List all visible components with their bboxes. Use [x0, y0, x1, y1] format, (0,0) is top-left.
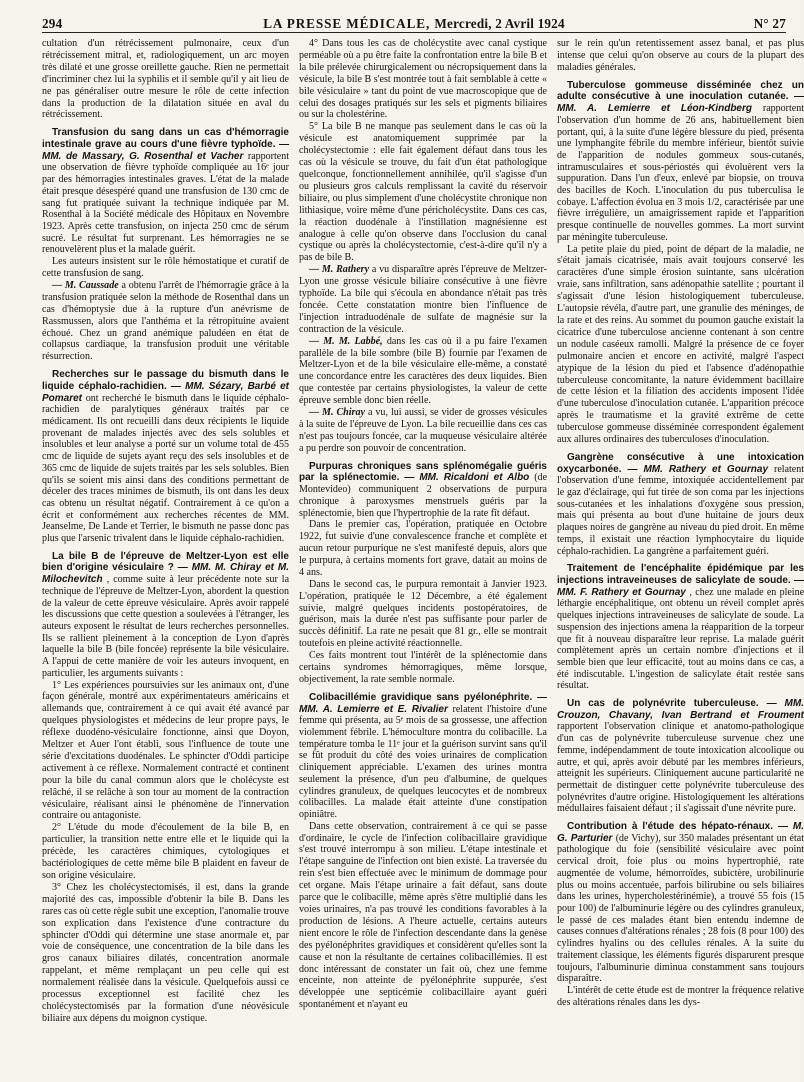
paragraph: Dans cette observation, contrairement à ce qui se passe d'ordinaire, le cycle de l'infection colibacillaire gravidique s'est trouvé interrompu à son milieu. L'étape intestinale et l'étape sanguine de l'infection ont bien existé. La traversée du rein s'est bien effectuée avec le minimum de dommage pour cet organe. Mais l'étape urinaire a fait défaut, sans doute parce que le colibacille, même après s'être multiplié dans les voies urinaires, n'a pas trouvé les conditions favorables à la production de lésions. A l'heure actuelle, certains auteurs nient encore le rôle de l'infection descendante dans la genèse des pyélonéphrites gravidiques et considèrent qu'elles sont la cause et non la résultante de certaines colibacillémies. Il est donc intéressant de constater un fait où, chez une femme enceinte, non atteinte de pyélonéphrite suppurée, s'est développée une septicémie colibacillaire ayant guéri spontanément et n'ayant eu: [299, 820, 547, 1011]
section-text: (de Montevideo) communiquent 2 observations de purpura chronique à paroxysmes menstruels guéris par la splénectomie, bien que l'hypertrophie de la rate fît défaut.: [299, 472, 548, 519]
paragraph: sur le rein qu'un retentissement assez banal, et pas plus intense que celui qu'on observe au cours de la plupart des maladies générales.: [557, 38, 804, 73]
section-authors: M. G. Parturier: [557, 821, 804, 844]
section-authors: MM. Crouzon, Chavany, Ivan Bertrand et Froument: [557, 698, 804, 721]
paragraph: Ces faits montrent tout l'intérêt de la splénectomie dans certains syndromes hémorragiques, même lorsque, objectivement, la rate semble normale.: [299, 650, 547, 686]
section-heading: [42, 127, 289, 256]
section-title: La bile B de l'épreuve de Meltzer-Lyon est elle bien d'origine vésiculaire ? —: [42, 550, 289, 574]
paragraph-author: — M. Chiray: [309, 407, 365, 419]
paragraph: 3° Chez les cholécystectomisés, il est, dans la grande majorité des cas, impossible d'obtenir la bile B. Dans les rares cas où cette règle subit une exception, l'anomalie trouve son explication dans l'existence d'une contracture du sphincter d'Oddi qui détermine une stase anormale et, par voie de conséquence, une concentration de la bile dans les gros canaux biliaires dilatés, concentration anormale rappelant, et même remplaçant un peu celle qui est normalement réalisée dans la vésicule. Quelquefois aussi ce processus exceptionnel est facilité chez les cholécystectomisés par la formation d'une néovésicule biliaire aux dépens du moignon cystique.: [42, 881, 289, 1024]
paragraph: La petite plaie du pied, point de départ de la maladie, ne s'était jamais cicatrisée, mais avait toujours conservé les caractères d'une simple érosion suintante, sans ulcération vraie, sans infiltration, sans adénopathie satellite ; pourtant il s'agissait d'une lésion histologiquement tuberculeuse. L'autopsie révéla, d'autre part, une granulie des méninges, de la rate et des reins. Au sommet du poumon gauche existait la cicatrice d'une tuberculose ancienne contenant à son centre un nodule caséeux ramolli. Malgré la présence de ce foyer pulmonaire ancien et encore en activité, malgré l'aspect atypique de la lésion du pied et l'absence d'adénopathie tuberculeuse concomitante, la nature évidemment bacillaire de cette lésion et la filiation des accidents imposent l'idée d'une tuberculose d'inoculation cutanée. L'apparition précoce après le traumatisme et la gravité extrême de cette tuberculose gommeuse disséminée correspondent également aux allures ordinaires des tuberculoses d'inoculation.: [557, 243, 804, 446]
paragraph: Dans le premier cas, l'opération, pratiquée en Octobre 1922, fut suivie d'une convalescence franche et complète et aucun retour purpurique ne s'est manifesté depuis, alors que le purpura, à certains moments fort grave, datait au moins de 4 ans.: [299, 519, 547, 578]
paragraph: [299, 264, 547, 335]
section-title: Purpuras chroniques sans splénomégalie guéris par la splénectomie. —: [299, 460, 547, 484]
paragraph-text: a vu disparaître après l'épreuve de Meltzer-Lyon une grosse vésicule biliaire consécutive à une fièvre typhoïde. La bile qui s'écoula en abondance n'était pas très foncée. Cette constatation montre bien l'influence de l'injection intraduodénale de sulfate de magnésie sur la contraction de la vésicule.: [299, 264, 548, 335]
paragraph: Dans le second cas, le purpura remontait à Janvier 1923. L'opération, pratiquée le 12 Décembre, a été également suivie, malgré quelques incidents postopératoires, de guérison, mais la durée n'est pas suffisante pour parler de succès définitif. La rate ne pesait que 81 gr., elle se montrait toutefois en pleine activité réactionnelle.: [299, 578, 547, 650]
paragraph: Les auteurs insistent sur le rôle hémostatique et curatif de cette transfusion de sang.: [42, 256, 289, 279]
paragraph-author: — M. M. Labbé,: [309, 335, 383, 347]
section-authors: MM. F. Rathery et Gournay: [557, 586, 686, 598]
section-authors: MM. M. Chiray et M. Milochevitch: [42, 562, 289, 586]
section-authors: MM. Rathery et Gournay: [643, 463, 769, 475]
paragraph: 2° L'étude du mode d'écoulement de la bile B, en particulier, la transition nette entre elle et le liquide qui la précède, les caractères chimiques, cytologiques et bactériologiques de cette même bile B plaident en faveur de son origine vésiculaire.: [42, 822, 289, 882]
section-title: Colibacillémie gravidique sans pyélonéphrite. —: [309, 691, 547, 703]
section-authors: MM. de Massary, G. Rosenthal et Vacher: [42, 150, 244, 162]
section-title: Recherches sur le passage du bismuth dans le liquide céphalo-rachidien. —: [42, 369, 289, 392]
section-heading: [299, 461, 547, 520]
section-authors: MM. A. Lemierre et E. Rivalier: [299, 703, 448, 715]
paragraph: 5° La bile B ne manque pas seulement dans le cas où la vésicule est anatomiquement supprimée par la cholécystectomie : elle fait également défaut dans tous les cas où la vésicule se trouve, du fait d'un état pathologique quelconque, fonctionnellement annihilée, qu'il s'agisse d'un ou plusieurs gros calculs remplissant la cavité du réservoir biliaire, ou plus simplement d'une cholécystite chronique non lithiasique, voire même d'une péricholécystite. Dans ces cas, la réaction duodénale à l'instillation magnésienne est analogue à celle qu'on observe dans l'occlusion du canal cystique ou après la cholécystectomie, c'est-à-dire qu'il n'y a pas de bile B.: [299, 121, 547, 264]
section-authors: MM. A. Lemierre et Léon-Kindberg: [557, 103, 752, 115]
paragraph: 4° Dans tous les cas de cholécystite avec canal cystique perméable où a pu être faite la confrontation entre la bile B et la bile prélevée chirurgicalement ou nécropsiquement dans la vésicule, la bile B s'est montrée tout à fait semblable à cette « bile vésiculaire » tant du point de vue macroscopique que de celui des dosages pratiqués sur les sels et pigments biliaires ou sur la cholestérine.: [299, 38, 547, 121]
section-heading: [42, 551, 289, 680]
column-3: [557, 38, 804, 1070]
article-columns: [42, 38, 804, 1070]
page-number: 294: [42, 16, 63, 31]
section-text: relatent l'observation d'une femme, intoxiquée accidentellement par le gaz d'éclairage, qui fut tirée de son coma par les injections sous-cutanées et les inhalations d'oxygène sous pression, mais qui présenta au bout d'une huitaine de jours deux plaques noires de gangrène au niveau du pied droit. En même temps, il existait une réaction lymphocytaire du liquide céphalo-rachidien. La gangrène a parfaitement guéri.: [557, 463, 804, 557]
section-title: Gangrène consécutive à une intoxication oxycarbonée. —: [557, 451, 804, 475]
section-text: rapportent l'observation clinique et anatomo-pathologique d'un cas de polynévrite tuberculeuse survenue chez une femme, indépendamment de toute intoxication alcoolique ou autre, et qui, après avoir débuté par les membres inférieurs, atteignit les supérieurs. Cliniquement aucune particularité ne permettait de distinguer cette polynévrite tuberculeuse des polynévrites d'autre origine. Histologiquement les altérations médullaires faisaient défaut ; il s'agissait d'une névrite pure.: [557, 721, 804, 815]
section-title: Traitement de l'encéphalite épidémique par les injections intraveineuses de salicylate de soude. —: [557, 563, 804, 586]
section-heading: [557, 563, 804, 692]
paragraph-author: — M. Caussade: [52, 279, 119, 291]
column-2: [299, 38, 547, 1070]
paragraph: 1° Les expériences poursuivies sur les animaux ont, d'une façon générale, montré aux expérimentateurs américains et allemands que, contrairement à ce qui avait été avancé par quelques physiologistes et médecins de leur propre pays, le réflexe duodéno-vésiculaire fonctionne, ainsi que Doyon, Meltzer et Auer l'ont établi, sous l'influence de toute une série d'excitations duodénales. Le sphincter d'Oddi participe activement à ce réflexe. Normalement contracté et continent pour la bile du canal commun alors que le cholécyste est relâché, il se relâche à son tour au moment de la contraction vésiculaire, réalisant ainsi le phénomène de l'innervation contraire ou antagoniste.: [42, 679, 289, 822]
paragraph: cultation d'un rétrécissement pulmonaire, ceux d'un rétrécissement mitral, et, radiologiquement, un arc moyen très dilaté et une grosse oreillette gauche. Rien ne permettait d'incriminer chez lui la syphilis et il semble qu'il y ait lieu de ne pas généraliser outre mesure le rôle de cette infection dans la production de la dilatation située en aval du rétrécissement.: [42, 38, 289, 121]
paragraph: [42, 280, 289, 363]
section-title: Tuberculose gommeuse disséminée chez un adulte consécutive à une inoculation cutanée. —: [557, 79, 804, 103]
paragraph-text: a vu, lui aussi, se vider de grosses vésicules à la suite de l'épreuve de Lyon. La bile recueillie dans ces cas n'est pas toujours foncée, car la muqueuse vésiculaire altérée a pu perdre son pouvoir de concentration.: [299, 407, 547, 454]
section-heading: [557, 452, 804, 557]
section-heading: [557, 698, 804, 815]
journal-header: [162, 16, 666, 32]
column-1: [42, 38, 289, 1070]
section-text: relatent l'histoire d'une femme qui présenta, au 5ᵉ mois de sa grossesse, une affection violemment fébrile. L'hémoculture montra du colibacille. La température tomba le 11ᵉ jour et la guérison survint sans qu'il se fût produit du côté des voies urinaires de complication cliniquement appréciable. L'examen des urines montra seulement la présence, d'un peu d'albumine, de quelques cylindres granuleux, de quelques leucocytes et de nombreux colibacilles. La malade était atteinte d'une constipation opiniâtre.: [299, 703, 547, 820]
issue-date: Mercredi, 2 Avril 1924: [434, 16, 565, 31]
section-authors: MM. Sézary, Barbé et Pomaret: [42, 380, 289, 404]
journal-title: LA PRESSE MÉDICALE,: [263, 16, 431, 31]
page-header: [42, 10, 786, 33]
paragraph-text: dans les cas où il a pu faire l'examen parallèle de la bile sombre (bile B) fournie par l'examen de Meltzer-Lyon et de la bile vésiculaire elle-même, a constaté une concordance entre les caractères des deux liquides. Bien que contestée par certains physiologistes, la valeur de cette épreuve semble donc bien réelle.: [299, 335, 547, 407]
section-authors: MM. Ricaldoni et Albo: [419, 472, 530, 484]
section-title: Contribution à l'étude des hépato-rénaux. —: [567, 821, 788, 833]
section-title: Un cas de polynévrite tuberculeuse. —: [567, 698, 777, 710]
section-heading: [557, 80, 804, 244]
paragraph: L'intérêt de cette étude est de montrer la fréquence relative des altérations rénales dans les dys-: [557, 984, 804, 1008]
section-title: Transfusion du sang dans un cas d'hémorragie intestinale grave au cours d'une fièvre typhoïde. —: [42, 127, 289, 151]
section-text: rapportent l'observation d'un homme de 26 ans, habituellement bien portant, qui, à la suite d'une légère blessure du pied, présenta une lymphangite fébrile du membre inférieur, bientôt suivie de l'apparition de nodules gommeux sous-cutanés, intramusculaires et sous-périostés qui évoluèrent vers la suppuration. Dans l'un d'eux, enlevé par biopsie, on trouva des bacilles de Koch. L'inoculation du pus tuberculisa le cobaye. L'affection évolua en 3 mois 1/2, caractérisée par une fièvre irrégulière, un amaigrissement rapide et l'apparition presque continuelle de nouvelles gommes. La mort survint par méningite tuberculeuse.: [557, 103, 804, 243]
paragraph: [299, 336, 547, 407]
section-heading: [557, 821, 804, 985]
paragraph-author: — M. Rathery: [309, 264, 370, 276]
section-heading: [42, 369, 289, 545]
section-text: (de Vichy), sur 350 malades présentant un état pathologique du foie (sensibilité vésiculaire avec point cervical droit, foie plus ou moins hypertrophié, rate augmentée de volume, hémorroïdes, subictère, urobilinurie plus ou moins accentuée, parfois bilirubine ou sels biliaires dans les urines, hypercholestérinémie), a trouvé 55 fois (15 pour 100) de l'albuminurie légère ou des cylindres granuleux, le passé de ces malades étant bien entendu indemne de causes connues d'altérations rénales ; 28 fois (8 pour 100) des cylindres hyalins ou des cellules rénales. A la suite du traitement classique, les éléments figurés disparurent presque toujours, l'albuminurie diminua constamment sans toujours disparaître.: [557, 832, 804, 985]
paragraph-text: a obtenu l'arrêt de l'hémorragie grâce à la transfusion pratiquée selon la méthode de Rosenthal dans un cas d'hémoptysie due à la rupture d'un anévrisme de Rassmussen, alors que l'anthéma et la rétropituine avaient échoué. Chez un grand anémique paludéen en état de collapsus cardiaque, la transfusion produit une véritable résurrection.: [42, 279, 289, 363]
section-text: , comme suite à leur précédente note sur la technique de l'épreuve de Meltzer-Lyon, abordent la question de la valeur de cette épreuve vésiculaire. Après avoir rappelé les discussions que cette question a soulevées à l'étranger, les auteurs exposent le résultat de leurs recherches personnelles. Ils se rallient pleinement à la conception de Lyon d'après laquelle la bile B (bile foncée) représente la bile vésiculaire. A l'appui de cette manière de voir les auteurs invoquent, en particulier, les arguments suivants :: [42, 574, 290, 679]
section-text: , chez une malade en pleine léthargie encéphalitique, ont obtenu un réveil complet après quelques injections intraveineuses de salicylate de soude. La suspension des injections amena la réapparition de la torpeur que fit à nouveau disparaître leur reprise. La malade guérit complètement après un certain nombre d'injections et il semble bien que leur efficacité, tout au moins dans ce cas, a été indiscutable. L'ingestion de salicylate était restée sans résultat.: [557, 586, 804, 692]
section-heading: [299, 692, 547, 821]
section-text: rapportent une observation de fièvre typhoïde compliquée au 16ᵉ jour par des hémorragies intestinales graves. L'état de la malade était presque désespéré quand une transfusion de 130 cmc de sang fut pratiquée suivant la technique indiquée par M. Rosenthal à la Société médicale des Hôpitaux en Novembre 1923. Après cette transfusion, on injecta 250 cmc de sérum sucré. Le résultat fut surprenant. Les hémorragies ne se renouvelèrent plus et la malade guérit.: [42, 150, 289, 256]
issue-number: N° 27: [753, 16, 786, 31]
paragraph: [299, 407, 547, 455]
section-text: ont recherché le bismuth dans le liquide céphalo-rachidien de paralytiques généraux traités par ce médicament. Ils ont recueilli dans deux récipients le liquide provenant de malades injectés avec des sels solubles et insolubles et leur analyse a porté sur un volume total de 455 cmc de liquide de sujets ayant reçu des sels insolubles et de 365 cmc de liquide de sujets traités par les sels solubles. Bien qu'ils se soient mis ainsi dans des conditions permettant de déceler des traces minimes de bismuth, ils ont dans les deux cas obtenu un résultat négatif. Contrairement à ce qu'on a écrit et conformément aux recherches récentes de MM. Jeanselme, De Lande et Terrier, le bismuth ne passe donc pas plus que l'arsenic trivalent dans le liquide céphalo-rachidien.: [42, 392, 289, 545]
